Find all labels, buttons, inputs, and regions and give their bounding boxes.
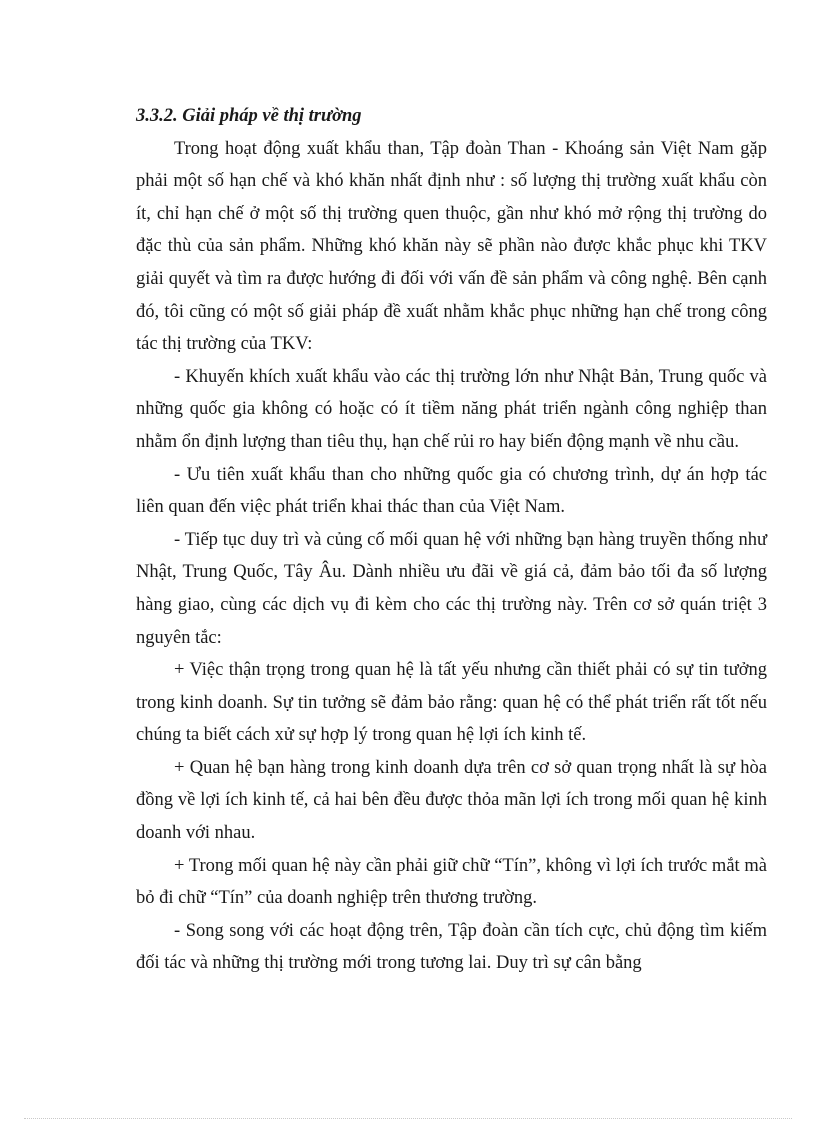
paragraph-bullet-new-markets: - Song song với các hoạt động trên, Tập đoàn cần tích cực, chủ động tìm kiếm đối tác và những thị trường mới trong tương lai. Duy trì sự cân bằng	[136, 920, 767, 974]
paragraph-bullet-priority-export: - Ưu tiên xuất khẩu than cho những quốc gia có chương trình, dự án hợp tác liên quan đến việc phát triển khai thác than của Việt Nam.	[136, 464, 767, 518]
paragraph-principle-credibility: + Trong mối quan hệ này cần phải giữ chữ “Tín”, không vì lợi ích trước mắt mà bỏ đi chữ “Tín” của doanh nghiệp trên thương trường.	[136, 855, 767, 909]
paragraph-principle-mutual-benefit: + Quan hệ bạn hàng trong kinh doanh dựa trên cơ sở quan trọng nhất là sự hòa đồng về lợi ích kinh tế, cả hai bên đều được thỏa mãn lợi ích trong mối quan hệ kinh doanh với nhau.	[136, 757, 767, 844]
document-body	[136, 100, 767, 980]
paragraph-intro: Trong hoạt động xuất khẩu than, Tập đoàn Than - Khoáng sản Việt Nam gặp phải một số hạn chế và khó khăn nhất định như : số lượng thị trường xuất khẩu còn ít, chỉ hạn chế ở một số thị trường quen thuộc, gần như khó mở rộng thị trường do đặc thù của sản phẩm. Những khó khăn này sẽ phần nào được khắc phục khi TKV giải quyết và tìm ra được hướng đi đối với vấn đề sản phẩm và công nghệ. Bên cạnh đó, tôi cũng có một số giải pháp đề xuất nhằm khắc phục những hạn chế trong công tác thị trường của TKV:	[136, 138, 767, 355]
paragraph-bullet-large-markets: - Khuyến khích xuất khẩu vào các thị trường lớn như Nhật Bản, Trung quốc và những quốc gia không có hoặc có ít tiềm năng phát triển ngành công nghiệp than nhằm ổn định lượng than tiêu thụ, hạn chế rủi ro hay biến động mạnh về nhu cầu.	[136, 366, 767, 452]
page-bottom-divider	[24, 1118, 792, 1119]
paragraph-principle-trust: + Việc thận trọng trong quan hệ là tất yếu nhưng cần thiết phải có sự tin tưởng trong kinh doanh. Sự tin tưởng sẽ đảm bảo rằng: quan hệ có thể phát triển rất tốt nếu chúng ta biết cách xử sự hợp lý trong quan hệ lợi ích kinh tế.	[136, 660, 767, 746]
section-heading: 3.3.2. Giải pháp về thị trường	[136, 106, 362, 126]
paragraph-bullet-traditional-partners: - Tiếp tục duy trì và củng cố mối quan hệ với những bạn hàng truyền thống như Nhật, Trung Quốc, Tây Âu. Dành nhiều ưu đãi về giá cả, đảm bảo tối đa số lượng hàng giao, cùng các dịch vụ đi kèm cho các thị trường này. Trên cơ sở quán triệt 3 nguyên tắc:	[136, 529, 767, 648]
